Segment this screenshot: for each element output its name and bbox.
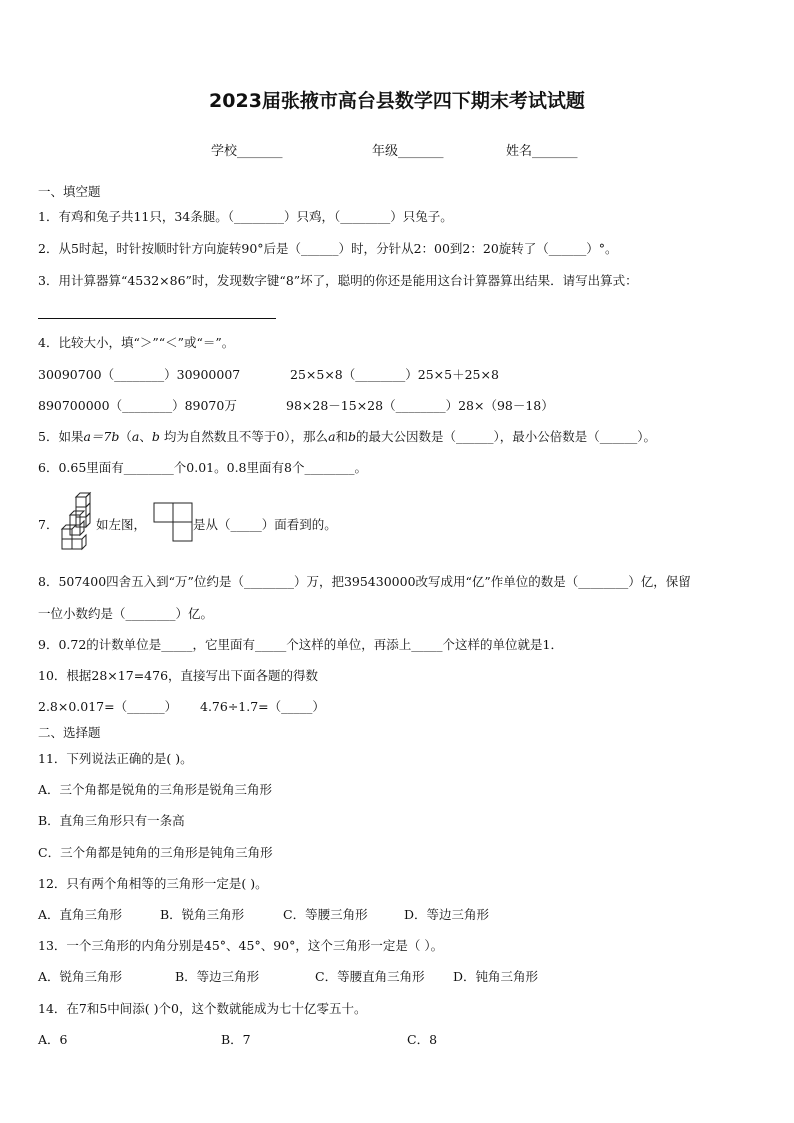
question-8-line2: 一位小数约是（________）亿。 xyxy=(38,606,214,621)
question-14: 14．在7和5中间添( )个0，这个数就能成为七十亿零五十。 xyxy=(38,1001,367,1016)
question-7-mid: 如左图， xyxy=(96,517,147,532)
q5-pre: 5．如果 xyxy=(38,429,84,444)
q13-option-c: C．等腰直角三角形 xyxy=(315,969,425,984)
question-7-number: 7． xyxy=(38,517,59,532)
cube-stack-figure xyxy=(58,491,98,553)
question-4-a2: 25×5×8（________）25×5＋25×8 xyxy=(290,367,499,382)
q11-option-c: C．三个角都是钝角的三角形是钝角三角形 xyxy=(38,845,273,860)
q5-var-a: a xyxy=(131,429,140,444)
question-4-a1: 30090700（________）30900007 xyxy=(38,367,241,382)
q5-var-b2: b xyxy=(348,429,357,444)
section-fill-in: 一、填空题 xyxy=(38,184,101,199)
q12-option-c: C．等腰三角形 xyxy=(283,907,368,922)
q5-mid2: 、 xyxy=(139,429,152,444)
q11-option-a: A．三个角都是锐角的三角形是锐角三角形 xyxy=(38,782,273,797)
section-choice: 二、选择题 xyxy=(38,725,101,740)
q12-option-b: B．锐角三角形 xyxy=(160,907,245,922)
question-10: 10．根据28×17=476，直接写出下面各题的得数 xyxy=(38,668,319,683)
answer-line xyxy=(38,318,276,319)
question-4-b2: 98×28－15×28（________）28×（98－18） xyxy=(286,398,554,413)
q5-var-a2: a xyxy=(328,429,336,444)
school-field: 学校_______ xyxy=(211,144,283,159)
q13-option-b: B．等边三角形 xyxy=(175,969,260,984)
q5-mid3: 均为自然数且不等于0），那么 xyxy=(159,429,329,444)
q14-option-c: C．8 xyxy=(407,1032,438,1047)
question-9: 9．0.72的计数单位是_____，它里面有_____个这样的单位，再添上_____个这样的单位就是1． xyxy=(38,637,563,652)
q14-option-b: B．7 xyxy=(221,1032,251,1047)
question-1: 1．有鸡和兔子共11只，34条腿。（________）只鸡，（________）只兔子。 xyxy=(38,209,453,224)
q12-option-a: A．直角三角形 xyxy=(38,907,123,922)
question-3: 3．用计算器算“4532×86”时，发现数字键“8”坏了，聪明的你还是能用这台计算器算出结果．请写出算式： xyxy=(38,273,638,288)
question-5 xyxy=(38,427,656,445)
question-10-a: 2.8×0.017=（______） xyxy=(38,699,178,714)
q12-option-d: D．等边三角形 xyxy=(404,907,490,922)
question-10-b: 4.76÷1.7=（_____） xyxy=(200,699,325,714)
view-shape-figure xyxy=(153,502,193,542)
grade-field: 年级_______ xyxy=(372,144,444,159)
question-12: 12．只有两个角相等的三角形一定是( )。 xyxy=(38,876,268,891)
q5-and: 和 xyxy=(335,429,349,444)
q13-option-a: A．锐角三角形 xyxy=(38,969,123,984)
q5-post: 的最大公因数是（______），最小公倍数是（______）。 xyxy=(356,429,657,444)
question-8-line1: 8．507400四舍五入到“万”位约是（________）万，把395430000改写成用“亿”作单位的数是（________）亿，保留 xyxy=(38,574,691,589)
question-13: 13．一个三角形的内角分别是45°、45°、90°，这个三角形一定是（ ）。 xyxy=(38,938,444,953)
q11-option-b: B．直角三角形只有一条高 xyxy=(38,813,185,828)
q14-option-a: A．6 xyxy=(38,1032,68,1047)
question-6: 6．0.65里面有________个0.01。0.8里面有8个________。 xyxy=(38,460,367,475)
q13-option-d: D．钝角三角形 xyxy=(453,969,539,984)
q5-formula: a＝7b xyxy=(83,429,120,444)
question-4-b1: 890700000（________）89070万 xyxy=(38,398,237,413)
question-11: 11．下列说法正确的是( )。 xyxy=(38,751,193,766)
page-title: 2023届张掖市高台县数学四下期末考试试题 xyxy=(209,90,585,112)
q5-mid1: （ xyxy=(119,429,132,444)
question-4: 4．比较大小，填“＞”“＜”或“＝”。 xyxy=(38,335,235,350)
question-7-post: 是从（_____）面看到的。 xyxy=(193,517,337,532)
q5-var-b: b xyxy=(151,429,160,444)
name-field: 姓名_______ xyxy=(506,144,578,159)
question-2: 2．从5时起，时针按顺时针方向旋转90°后是（______）时，分针从2：00到2：20旋转了（______）°。 xyxy=(38,241,618,256)
